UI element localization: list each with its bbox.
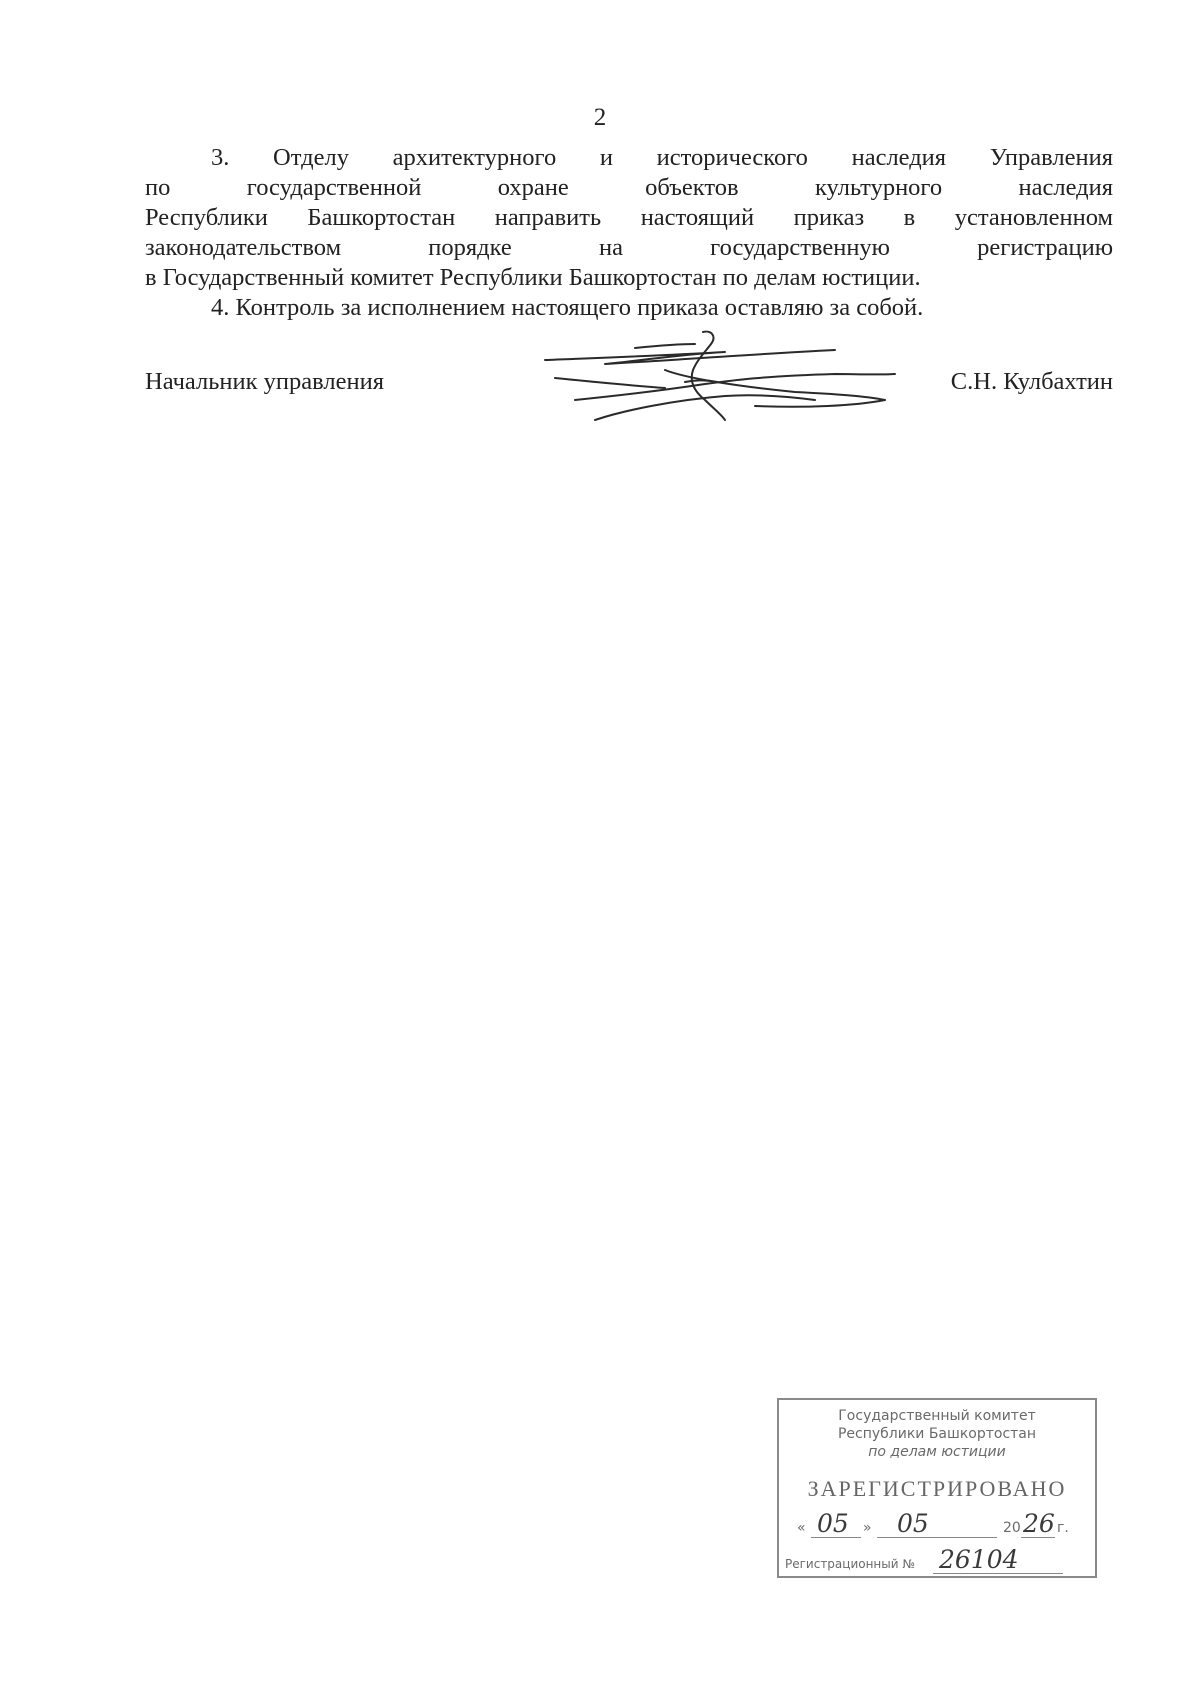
stamp-line-3: по делам юстиции [868,1444,1006,1460]
handwritten-signature [535,330,915,440]
paragraph-4: 4. Контроль за исполнением настоящего приказа оставляю за собой. [211,294,924,321]
stamp-line-1: Государственный комитет [838,1408,1036,1424]
reg-number-label: Регистрационный № [785,1557,915,1571]
reg-number-underline [933,1573,1063,1574]
date-day: 05 [817,1509,849,1538]
date-month: 05 [897,1509,929,1538]
date-year-underline [1021,1537,1055,1538]
stamp-date [797,1509,1087,1538]
date-open-quote: « [797,1520,806,1536]
date-year-suffix: г. [1057,1520,1069,1536]
paragraph-3-line-2: по государственной охране объектов культурного наследия [145,174,1113,201]
stamp-registered-label: ЗАРЕГИСТРИРОВАНО [807,1476,1067,1501]
page-number: 2 [593,104,607,131]
signatory-title: Начальник управления [145,368,384,395]
registration-stamp [777,1398,1097,1578]
date-year: 26 [1023,1509,1055,1538]
paragraph-3-line-3: Республики Башкортостан направить настоящий приказ в установленном [145,204,1113,231]
stamp-registration-number [785,1544,1085,1574]
stamp-line-2: Республики Башкортостан [837,1426,1037,1442]
document-body [145,143,1113,323]
paragraph-3-line-5: в Государственный комитет Республики Башкортостан по делам юстиции. [145,264,921,291]
date-close-quote: » [863,1520,872,1536]
date-month-underline [877,1537,997,1538]
paragraph-3-line-1: 3. Отделу архитектурного и исторического наследия Управления [211,144,1113,171]
reg-number-value: 26104 [939,1545,1019,1574]
paragraph-3 [145,143,1113,293]
signatory-name: С.Н. Кулбахтин [950,368,1113,395]
paragraph-3-line-4: законодательством порядке на государственную регистрацию [145,234,1113,261]
date-day-underline [811,1537,861,1538]
date-year-prefix: 20 [1003,1520,1021,1536]
